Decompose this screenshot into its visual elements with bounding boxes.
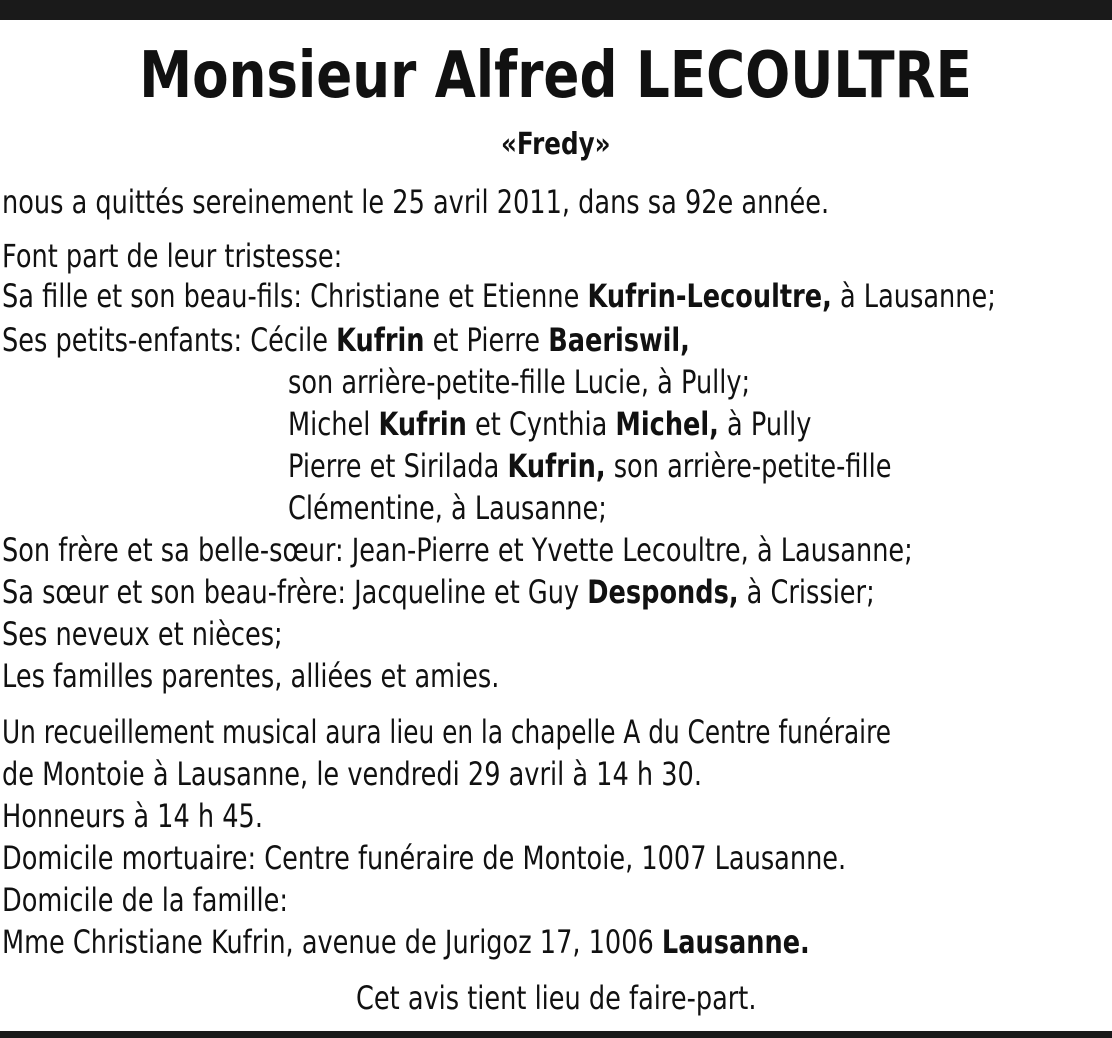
honours-line: Honneurs à 14 h 45. [2, 797, 263, 835]
footer-note: Cet avis tient lieu de faire-part. [355, 979, 757, 1017]
grandchildren-line-2: son arrière-petite-fille Lucie, à Pully; [288, 363, 751, 401]
sister-line: Sa sœur et son beau-frère: Jacqueline et Guy Desponds, à Crissier; [2, 573, 875, 611]
surname: Kufrin [336, 321, 425, 359]
city: Lausanne. [661, 923, 810, 961]
surname: Desponds, [587, 573, 739, 611]
families-line: Les familles parentes, alliées et amies. [2, 657, 500, 695]
grandchildren-line-5: Clémentine, à Lausanne; [288, 489, 607, 527]
surname: Michel, [615, 405, 719, 443]
grandchildren-line-4: Pierre et Sirilada Kufrin, son arrière-petite-fille [288, 447, 892, 485]
grandchildren-line: Ses petits-enfants: Cécile Kufrin et Pierre Baeriswil, [2, 321, 690, 359]
deceased-name: Monsieur Alfred LECOULTRE [139, 39, 973, 113]
daughter-line: Sa fille et son beau-fils: Christiane et Etienne Kufrin-Lecoultre, à Lausanne; [2, 277, 996, 315]
intro-line: nous a quittés sereinement le 25 avril 2011, dans sa 92e année. [2, 183, 830, 221]
family-home-address: Mme Christiane Kufrin, avenue de Jurigoz 17, 1006 Lausanne. [2, 923, 810, 961]
surname: Kufrin-Lecoultre, [587, 277, 832, 315]
nickname: «Fredy» [501, 127, 611, 162]
family-heading: Font part de leur tristesse: [2, 237, 343, 275]
top-rule [0, 0, 1112, 20]
surname: Kufrin [378, 405, 467, 443]
ceremony-line-1: Un recueillement musical aura lieu en la chapelle A du Centre funéraire [2, 713, 891, 751]
surname: Kufrin, [507, 447, 606, 485]
family-home-label: Domicile de la famille: [2, 881, 289, 919]
brother-line: Son frère et sa belle-sœur: Jean-Pierre et Yvette Lecoultre, à Lausanne; [2, 531, 913, 569]
bottom-rule [0, 1031, 1112, 1038]
ceremony-line-2: de Montoie à Lausanne, le vendredi 29 avril à 14 h 30. [2, 755, 702, 793]
nephews-line: Ses neveux et nièces; [2, 615, 283, 653]
mortuary-line: Domicile mortuaire: Centre funéraire de Montoie, 1007 Lausanne. [2, 839, 847, 877]
grandchildren-line-3: Michel Kufrin et Cynthia Michel, à Pully [288, 405, 812, 443]
surname: Baeriswil, [548, 321, 690, 359]
